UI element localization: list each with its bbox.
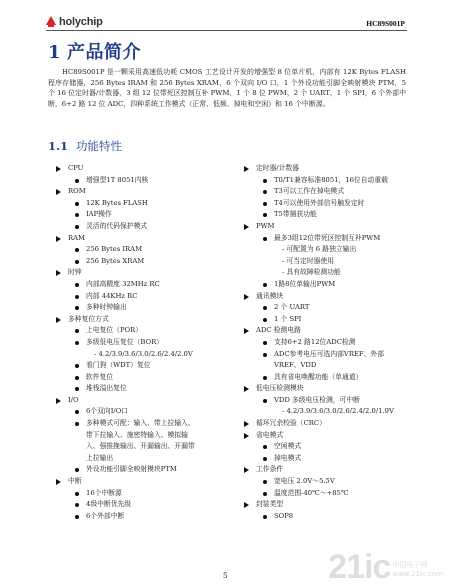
feature-item <box>56 372 232 384</box>
feature-item <box>56 291 232 303</box>
feature-text: 256 Bytes IRAM <box>86 245 143 254</box>
chapter-title <box>48 38 141 64</box>
feature-subitem <box>244 256 416 268</box>
section-title-text: 功能特性 <box>76 139 123 153</box>
page-number: 5 <box>223 572 228 580</box>
feature-item-continuation <box>56 453 232 465</box>
feature-category <box>244 430 416 442</box>
feature-category <box>56 314 232 326</box>
feature-item <box>56 488 232 500</box>
dot-bullet-icon <box>75 422 79 426</box>
diamond-bullet-icon <box>56 236 61 242</box>
dot-bullet-icon <box>263 237 267 241</box>
dot-bullet-icon <box>75 248 79 252</box>
feature-text: ADC 检测电路 <box>256 326 301 335</box>
feature-item <box>56 499 232 511</box>
diamond-bullet-icon <box>244 502 249 508</box>
dot-bullet-icon <box>263 480 267 484</box>
feature-item <box>56 418 232 430</box>
feature-text: 多种复位方式 <box>68 314 109 323</box>
feature-text: 内部 44KHz RC <box>86 291 138 300</box>
feature-item-continuation <box>56 441 232 453</box>
feature-item <box>244 453 416 465</box>
feature-category <box>244 499 416 511</box>
feature-text: 2 个 UART <box>274 303 310 312</box>
feature-item <box>244 441 416 453</box>
dot-bullet-icon <box>75 225 79 229</box>
feature-item <box>244 349 416 361</box>
diamond-bullet-icon <box>244 421 249 427</box>
watermark-subtext <box>392 561 443 579</box>
feature-item <box>56 406 232 418</box>
dot-bullet-icon <box>263 179 267 183</box>
dot-bullet-icon <box>263 515 267 519</box>
feature-column-left <box>56 163 232 522</box>
feature-item <box>56 511 232 523</box>
holychip-logo-icon <box>46 16 56 28</box>
dot-bullet-icon <box>75 387 79 391</box>
dot-bullet-icon <box>75 329 79 333</box>
dot-bullet-icon <box>75 492 79 496</box>
feature-item <box>56 383 232 395</box>
feature-text: RAM <box>68 233 85 242</box>
diamond-bullet-icon <box>244 294 249 300</box>
feature-item <box>244 511 416 523</box>
dot-bullet-icon <box>263 376 267 380</box>
diamond-bullet-icon <box>244 467 249 473</box>
feature-category <box>56 476 232 488</box>
brand-logo <box>46 16 103 28</box>
feature-text: 时钟 <box>68 268 82 277</box>
feature-item <box>244 186 416 198</box>
diamond-bullet-icon <box>244 166 249 172</box>
feature-text: 温度范围-40℃～+85℃ <box>274 488 349 497</box>
feature-text: 16个中断源 <box>86 488 122 497</box>
feature-text: 省电模式 <box>256 430 284 439</box>
feature-item <box>244 314 416 326</box>
dot-bullet-icon <box>75 376 79 380</box>
feature-item <box>244 372 416 384</box>
feature-text: - 4.2/3.9/3.6/3.0/2.6/2.4/2.0V <box>94 349 193 358</box>
diamond-bullet-icon <box>244 386 249 392</box>
feature-category <box>56 233 232 245</box>
dot-bullet-icon <box>75 283 79 287</box>
feature-text: I/O <box>68 395 79 404</box>
dot-bullet-icon <box>75 503 79 507</box>
dot-bullet-icon <box>75 213 79 217</box>
feature-text: 掉电模式 <box>274 453 302 462</box>
brand-name: holychip <box>59 16 103 28</box>
diamond-bullet-icon <box>56 270 61 276</box>
feature-text: ADC参考电压可选内部VREF、外部 <box>274 349 385 358</box>
feature-text: 4级中断优先级 <box>86 500 132 509</box>
feature-text: 6个双向I/O口 <box>86 407 129 416</box>
dot-bullet-icon <box>75 260 79 264</box>
dot-bullet-icon <box>75 364 79 368</box>
watermark <box>328 550 443 584</box>
feature-item-continuation <box>56 430 232 442</box>
dot-bullet-icon <box>75 202 79 206</box>
feature-item <box>56 244 232 256</box>
feature-text: - 可当定时器使用 <box>282 256 335 265</box>
feature-item <box>56 198 232 210</box>
feature-item <box>56 464 232 476</box>
feature-category <box>56 186 232 198</box>
feature-text: - 4.2/3.9/3.6/3.0/2.6/2.4/2.0/1.9V <box>282 407 394 416</box>
dot-bullet-icon <box>75 468 79 472</box>
feature-category <box>244 291 416 303</box>
feature-text: 增强型1T 8051内核 <box>86 175 149 184</box>
feature-item <box>56 256 232 268</box>
feature-subitem <box>244 406 416 418</box>
dot-bullet-icon <box>263 306 267 310</box>
dot-bullet-icon <box>263 190 267 194</box>
feature-item <box>56 337 232 349</box>
dot-bullet-icon <box>263 341 267 345</box>
feature-item <box>56 209 232 221</box>
feature-item <box>244 175 416 187</box>
feature-text: VREF、VDD <box>274 361 317 370</box>
feature-text: 定时器/计数器 <box>256 164 300 172</box>
intro-paragraph: HC89S001P 是一颗采用高速低功耗 CMOS 工艺设计开发的增强型 8 位单片机，内部有 12K Bytes FLASH 程序存储器，256 Bytes IRAM 和 256 Bytes XRAM，6 个双向 I/O 口，1 个外设功能引脚全映射模块 PTM，5 个 16 位定时器/计数器，3 组 12 位带死区控制互补 PWM，1 个 8 位 PWM，2 个 UART，1 个 SPI，6 个外部中断，6+2 路 12 位 ADC，四种系统工作模式（正常、低频、掉电和空闲）和 16 个中断源。 <box>48 68 406 108</box>
section-heading <box>48 138 122 154</box>
watermark-subtext-cn: 中国电子网 <box>392 561 428 569</box>
diamond-bullet-icon <box>244 433 249 439</box>
dot-bullet-icon <box>75 341 79 345</box>
feature-text: 具有省电唤醒功能（单通道） <box>274 372 363 381</box>
dot-bullet-icon <box>75 410 79 414</box>
feature-category <box>244 418 416 430</box>
feature-text: 12K Bytes FLASH <box>86 198 148 207</box>
feature-text: 1路8位单输出PWM <box>274 279 336 288</box>
feature-item <box>244 302 416 314</box>
feature-text: 1 个 SPI <box>274 314 302 323</box>
feature-item <box>244 395 416 407</box>
feature-item <box>244 209 416 221</box>
feature-text: 带下拉输入、施密特输入、模拟输 <box>86 430 188 439</box>
feature-text: 上电复位（POR） <box>86 326 143 335</box>
feature-item-continuation <box>244 360 416 372</box>
feature-text: 多种时钟输出 <box>86 303 127 312</box>
feature-text: T5带捕获功能 <box>274 210 317 219</box>
feature-item <box>244 233 416 245</box>
dot-bullet-icon <box>263 399 267 403</box>
feature-text: T0/T1兼容标准8051，16位自动重载 <box>274 175 388 184</box>
chapter-title-text: 产品简介 <box>67 42 142 63</box>
feature-item <box>56 302 232 314</box>
feature-subitem <box>244 244 416 256</box>
dot-bullet-icon <box>75 179 79 183</box>
feature-text: T3可以工作在掉电模式 <box>274 187 345 196</box>
feature-text: 6个外部中断 <box>86 511 125 520</box>
feature-item <box>244 476 416 488</box>
dot-bullet-icon <box>75 515 79 519</box>
feature-item <box>56 360 232 372</box>
feature-category <box>244 464 416 476</box>
watermark-logo-text: 21ic <box>328 548 391 586</box>
feature-category <box>244 221 416 233</box>
dot-bullet-icon <box>75 295 79 299</box>
feature-category <box>244 163 416 175</box>
feature-text: - 具有故障检测功能 <box>282 268 341 277</box>
feature-text: ROM <box>68 187 86 196</box>
feature-text: 灵活的代码保护模式 <box>86 221 148 230</box>
section-number: 1.1 <box>48 139 69 153</box>
feature-text: 工作条件 <box>256 465 284 474</box>
feature-item <box>244 337 416 349</box>
feature-item <box>56 221 232 233</box>
dot-bullet-icon <box>75 306 79 310</box>
feature-text: 宽电压 2.0V～5.5V <box>274 477 335 486</box>
feature-item <box>56 175 232 187</box>
dot-bullet-icon <box>263 492 267 496</box>
feature-item <box>244 198 416 210</box>
feature-text: PWM <box>256 221 275 230</box>
dot-bullet-icon <box>263 353 267 357</box>
diamond-bullet-icon <box>56 317 61 323</box>
feature-text: T4可以使用外部信号触发定时 <box>274 198 365 207</box>
dot-bullet-icon <box>263 318 267 322</box>
feature-text: 通讯模块 <box>256 291 284 300</box>
feature-text: 多种模式可配：输入、带上拉输入、 <box>86 419 195 428</box>
feature-text: SOP8 <box>274 511 294 520</box>
feature-text: 低电压检测模块 <box>256 384 304 393</box>
chapter-number: 1 <box>48 42 62 63</box>
diamond-bullet-icon <box>56 189 61 195</box>
dot-bullet-icon <box>263 457 267 461</box>
watermark-subtext-url: www.21ic.com <box>392 570 443 578</box>
dot-bullet-icon <box>263 283 267 287</box>
diamond-bullet-icon <box>56 398 61 404</box>
diamond-bullet-icon <box>56 166 61 172</box>
feature-text: 256 Bytes XRAM <box>86 256 145 265</box>
diamond-bullet-icon <box>244 224 249 230</box>
header-divider <box>46 30 407 31</box>
feature-item <box>56 325 232 337</box>
document-id: HC89S001P <box>366 19 405 28</box>
feature-text: CPU <box>68 164 84 172</box>
feature-category <box>244 325 416 337</box>
feature-text: 上拉输出 <box>86 453 114 462</box>
feature-text: 内部高精度 32MHz RC <box>86 279 160 288</box>
feature-text: 空闲模式 <box>274 442 302 451</box>
feature-text: 循环冗余校验（CRC） <box>256 419 326 428</box>
feature-text: 最多3组12位带死区控制互补PWM <box>274 233 381 242</box>
feature-text: 入、强推挽输出、开漏输出、开漏带 <box>86 442 195 451</box>
feature-text: 中断 <box>68 477 82 486</box>
feature-text: 堆栈溢出复位 <box>86 384 127 393</box>
feature-item <box>244 488 416 500</box>
feature-category <box>56 267 232 279</box>
feature-subitem <box>244 267 416 279</box>
feature-category <box>244 383 416 395</box>
dot-bullet-icon <box>263 202 267 206</box>
feature-text: VDD 多级电压检测，可中断 <box>274 395 360 404</box>
feature-text: 看门狗（WDT）复位 <box>86 361 151 370</box>
feature-text: - 可配置为 6 路独立输出 <box>282 245 357 254</box>
feature-column-right <box>244 163 416 522</box>
feature-text: IAP操作 <box>86 210 112 219</box>
feature-text: 软件复位 <box>86 372 114 381</box>
feature-text: 外设功能引脚全映射模块PTM <box>86 465 177 474</box>
dot-bullet-icon <box>263 445 267 449</box>
feature-text: 支持6+2 路12位ADC检测 <box>274 337 356 346</box>
diamond-bullet-icon <box>244 328 249 334</box>
feature-item <box>56 279 232 291</box>
feature-subitem <box>56 349 232 361</box>
feature-item <box>244 279 416 291</box>
feature-category <box>56 163 232 175</box>
diamond-bullet-icon <box>56 479 61 485</box>
dot-bullet-icon <box>263 213 267 217</box>
feature-text: 多级低电压复位（BOR） <box>86 337 163 346</box>
feature-text: 封装类型 <box>256 500 284 509</box>
feature-category <box>56 395 232 407</box>
